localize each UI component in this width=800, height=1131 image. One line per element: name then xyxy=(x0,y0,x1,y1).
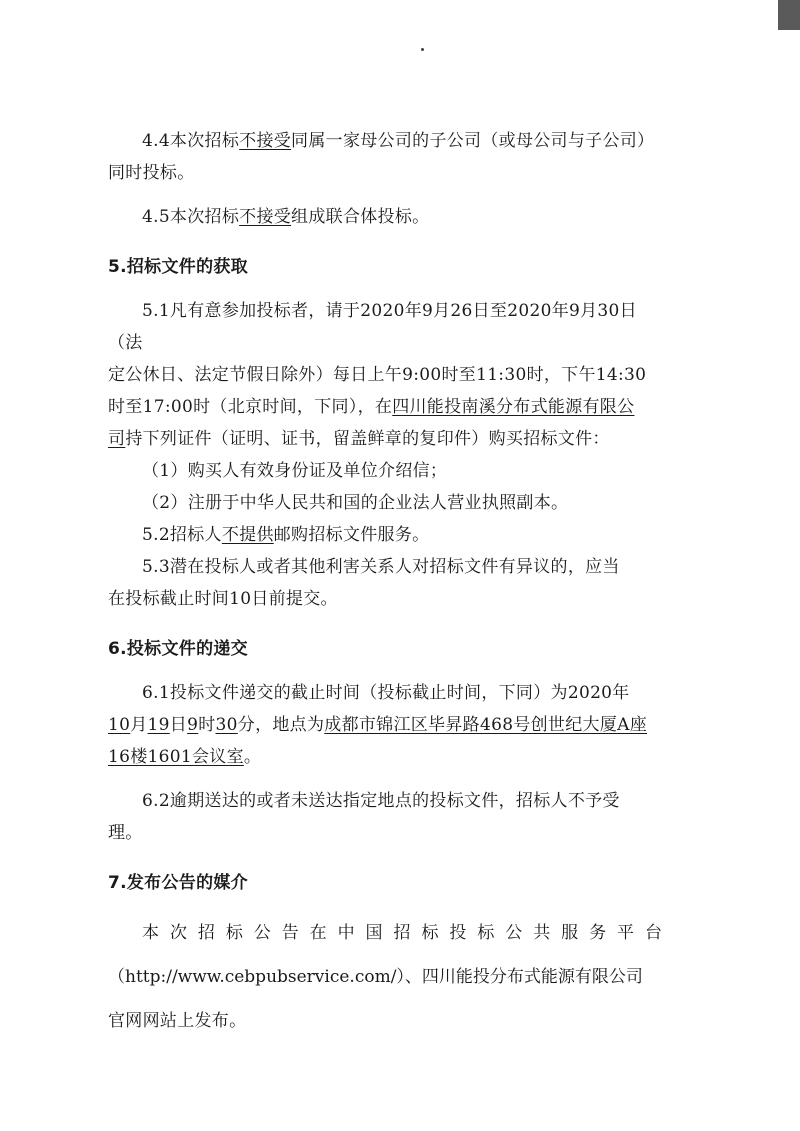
venue-address-underlined: 成都市锦江区毕昇路468号创世纪大厦A座 xyxy=(324,715,647,735)
document-page xyxy=(108,125,668,1037)
clause-text: 持下列证件（证明、证书，留盖鲜章的复印件）购买招标文件： xyxy=(125,429,610,449)
clause-text: 时 xyxy=(198,715,216,735)
clause-text: 时至17:00时（北京时间，下同），在 xyxy=(108,397,393,417)
clause-text: 邮购招标文件服务。 xyxy=(273,525,430,545)
deadline-day: 19 xyxy=(147,715,170,735)
scan-dot xyxy=(421,48,424,51)
clause-6-1-line1: 6.1投标文件递交的截止时间（投标截止时间，下同）为2020年 xyxy=(142,683,630,703)
clause-6-2-line1: 6.2逾期送达的或者未送达指定地点的投标文件，招标人不予受 xyxy=(142,791,620,811)
clause-5-1-line1: 5.1凡有意参加投标者，请于2020年9月26日至2020年9月30日（法 xyxy=(108,301,637,353)
clause-text: 5.2招标人 xyxy=(142,525,222,545)
clause-text: 4.4本次招标 xyxy=(142,131,240,151)
clause-4-5 xyxy=(108,201,668,233)
clause-7-line2: （http://www.cebpubservice.com/）、四川能投分布式能源有限公司 xyxy=(108,967,643,987)
deadline-hour: 9 xyxy=(187,715,199,735)
clause-5-2 xyxy=(108,519,668,551)
clause-6-1-line2 xyxy=(108,709,668,741)
section-heading-7: 7.发布公告的媒介 xyxy=(108,873,248,893)
clause-text: 分，地点为 xyxy=(237,715,325,735)
clause-text: 月 xyxy=(130,715,148,735)
scan-edge-mark xyxy=(778,0,800,30)
requirement-item-2: （2）注册于中华人民共和国的企业法人营业执照副本。 xyxy=(142,493,569,513)
section-heading-5: 5.招标文件的获取 xyxy=(108,257,248,277)
underlined-term: 不提供 xyxy=(221,525,274,545)
clause-7-line1: 本次招标公告在中国招标投标公共服务平台 xyxy=(142,923,668,943)
clause-text: 。 xyxy=(243,747,262,767)
deadline-month: 10 xyxy=(108,715,131,735)
clause-text: 4.5本次招标 xyxy=(142,207,240,227)
clause-7-line3: 官网网站上发布。 xyxy=(108,1011,247,1031)
clause-5-3-line1: 5.3潜在投标人或者其他利害关系人对招标文件有异议的，应当 xyxy=(142,557,620,577)
clause-4-4-cont: 同时投标。 xyxy=(108,163,195,183)
underlined-term: 不接受 xyxy=(239,207,292,227)
company-name-underlined: 四川能投南溪分布式能源有限公 xyxy=(392,397,635,417)
clause-5-3-line2: 在投标截止时间10日前提交。 xyxy=(108,589,338,609)
underlined-term: 不接受 xyxy=(239,131,292,151)
clause-6-2-line2: 理。 xyxy=(108,823,143,843)
clause-text: 日 xyxy=(169,715,188,735)
deadline-minute: 30 xyxy=(215,715,238,735)
requirement-item-1: （1）购买人有效身份证及单位介绍信； xyxy=(142,461,448,481)
clause-5-1-line4 xyxy=(108,423,668,455)
clause-5-1-line3 xyxy=(108,391,668,423)
venue-room-underlined: 16楼1601会议室 xyxy=(108,747,244,767)
clause-text: 组成联合体投标。 xyxy=(291,207,430,227)
clause-4-4 xyxy=(108,125,668,157)
company-name-underlined: 司 xyxy=(108,429,126,449)
clause-5-1-line2: 定公休日、法定节假日除外）每日上午9:00时至11:30时，下午14:30 xyxy=(108,365,647,385)
clause-6-1-line3 xyxy=(108,741,668,773)
section-heading-6: 6.投标文件的递交 xyxy=(108,639,248,659)
clause-text: 同属一家母公司的子公司（或母公司与子公司） xyxy=(291,131,655,151)
